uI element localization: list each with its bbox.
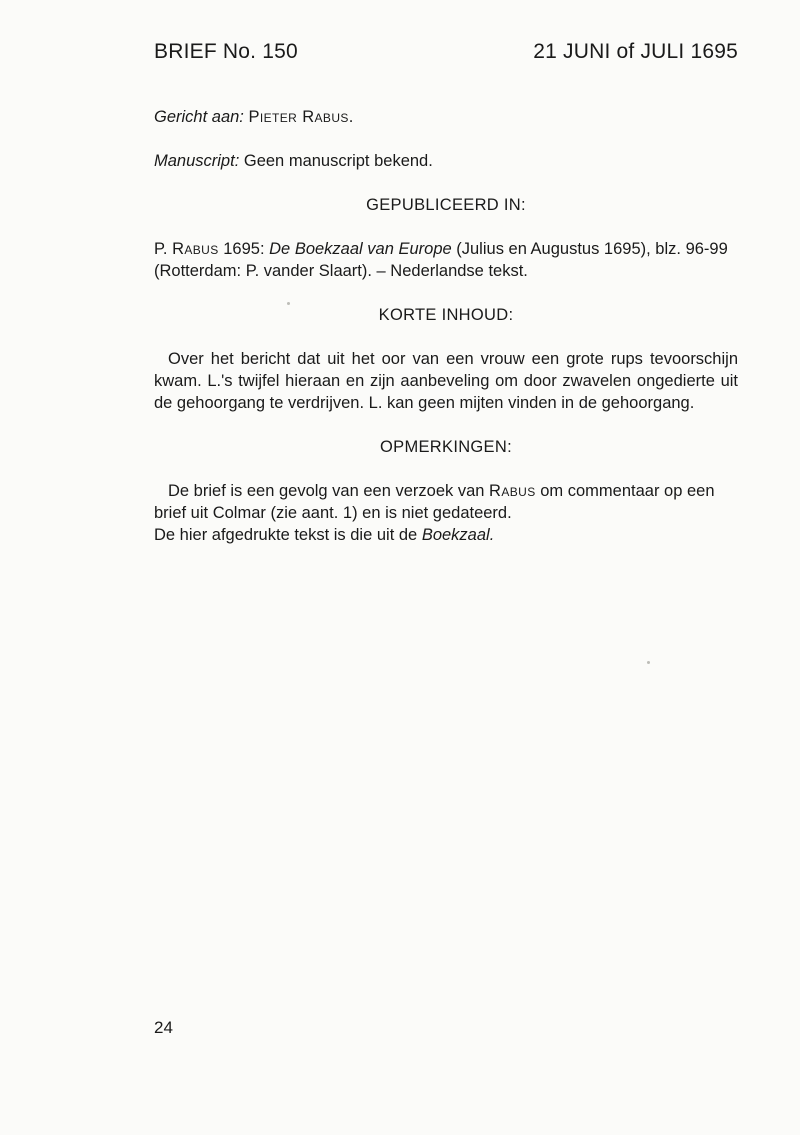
document-body (154, 106, 738, 546)
remarks-paragraph (154, 480, 738, 546)
remarks-text-end: om commentaar op een brief uit Colmar (zie aant. 1) en is niet gedateerd. (154, 482, 715, 522)
addressed-label: Gericht aan: (154, 108, 244, 126)
manuscript-line (154, 150, 738, 172)
running-head-date: 21 JUNI of JULI 1695 (533, 40, 738, 63)
citation-title: De Boekzaal van Europe (269, 240, 452, 258)
remarks-heading: OPMERKINGEN: (380, 438, 512, 456)
summary-text: Over het bericht dat uit het oor van een vrouw een grote rups tevoorschijn kwam. L.'s twijfel hieraan en zijn aanbeveling om door zwavelen ongedierte uit de gehoorgang te verdrijven. L. kan geen mijten vinden in de gehoorgang. (154, 350, 738, 412)
summary-heading: KORTE INHOUD: (378, 306, 514, 324)
remarks-rabus: Rabus (489, 482, 536, 500)
published-citation (154, 238, 738, 282)
remarks-line3-title: Boekzaal. (421, 526, 495, 544)
remarks-text-start: De brief is een gevolg van een verzoek van (168, 482, 485, 500)
remarks-line3-prefix: De hier afgedrukte tekst is die uit de (154, 526, 418, 544)
page-number: 24 (154, 1018, 173, 1037)
addressed-line (154, 106, 738, 128)
manuscript-text: Geen manuscript bekend. (243, 152, 433, 170)
citation-year: 1695: (223, 240, 265, 258)
citation-publisher: (Rotterdam: P. vander Slaart). – Nederlandse tekst. (154, 262, 528, 280)
paper-speck (287, 302, 290, 305)
addressee-name: Pieter Rabus. (248, 108, 354, 126)
paper-speck (647, 661, 650, 664)
published-heading: GEPUBLICEERD IN: (366, 196, 526, 214)
citation-details: (Julius en Augustus 1695), blz. 96-99 (456, 240, 728, 258)
running-head-letter-number: BRIEF No. 150 (154, 40, 298, 63)
citation-author: Rabus (172, 240, 219, 258)
manuscript-label: Manuscript: (154, 152, 240, 170)
citation-author-initial: P. (154, 240, 168, 258)
